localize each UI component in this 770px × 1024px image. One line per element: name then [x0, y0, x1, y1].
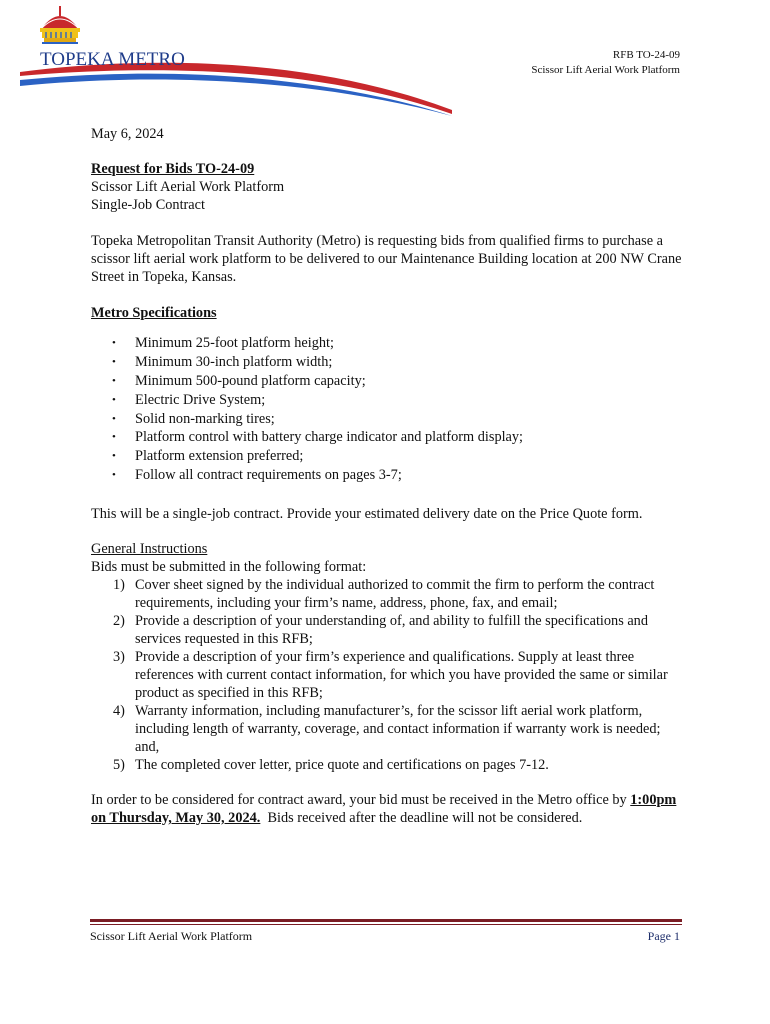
specs-heading — [91, 304, 691, 322]
doc-number: RFB TO-24-09 — [612, 49, 680, 61]
spec-item — [91, 410, 691, 429]
subject-line-1: Scissor Lift Aerial Work Platform — [91, 179, 285, 195]
spec-item — [91, 466, 691, 485]
spec-item — [91, 391, 691, 410]
single-job-note: This will be a single-job contract. Provide your estimated delivery date on the Price Quote form. — [91, 506, 643, 522]
instruction-item — [91, 756, 686, 774]
spec-item-text: Platform control with battery charge indicator and platform display; — [135, 429, 524, 446]
bullet-icon: • — [112, 450, 116, 463]
specs-heading-text: Metro Specifications — [91, 305, 217, 321]
instruction-item — [91, 702, 686, 756]
spec-item — [91, 334, 691, 353]
instructions-list — [91, 576, 686, 774]
subject-line-2: Single-Job Contract — [91, 197, 205, 213]
brand-name: TOPEKA METRO — [40, 49, 185, 70]
spec-item-text: Minimum 30-inch platform width; — [135, 353, 333, 370]
instruction-text: The completed cover letter, price quote and certifications on pages 7-12. — [135, 757, 549, 773]
deadline-tail: Bids received after the deadline will not be considered. — [260, 810, 583, 826]
subject-block — [91, 160, 691, 214]
instruction-number: 4) — [113, 703, 125, 719]
bullet-icon: • — [112, 337, 116, 349]
doc-title: Scissor Lift Aerial Work Platform — [531, 64, 680, 76]
instruction-number: 1) — [113, 577, 125, 593]
instruction-item — [91, 612, 686, 648]
spec-item-text: Minimum 25-foot platform height; — [135, 335, 334, 351]
instructions-lead: Bids must be submitted in the following format: — [91, 559, 367, 575]
footer-rule — [90, 919, 682, 925]
spec-item-text: Electric Drive System; — [135, 391, 266, 408]
topeka-metro-logo — [20, 6, 460, 116]
capitol-dome-icon — [40, 6, 80, 44]
footer-title: Scissor Lift Aerial Work Platform — [90, 929, 253, 943]
instruction-number: 3) — [113, 649, 125, 665]
spec-item-text: Minimum 500-pound platform capacity; — [135, 372, 366, 389]
bullet-icon: • — [112, 355, 116, 368]
spec-item — [91, 447, 691, 466]
instruction-text: Provide a description of your firm’s experience and qualifications. Supply at least three references with current contact information, for which you have provided the same or similar product as specified in this RFB; — [135, 649, 668, 701]
spec-item-text: Solid non-marking tires; — [135, 410, 275, 427]
spec-item-text: Follow all contract requirements on pages 3-7; — [135, 467, 402, 484]
deadline-time: 1:00pm on Thursday, May 30, 2024. — [91, 792, 677, 826]
instruction-text: Provide a description of your understanding of, and ability to fulfill the specifications and services requested in this RFB; — [135, 613, 648, 647]
document-header — [531, 48, 680, 78]
specs-list — [91, 334, 691, 485]
instructions-heading: General Instructions — [91, 541, 208, 557]
subject-title: Request for Bids TO-24-09 — [91, 161, 255, 177]
instruction-number: 2) — [113, 613, 125, 629]
instruction-text: Warranty information, including manufacturer’s, for the scissor lift aerial work platform, including length of warranty, coverage, and contact information if warranty work is needed; and, — [135, 703, 661, 755]
page-number: Page 1 — [647, 929, 680, 943]
deadline-paragraph — [91, 791, 686, 827]
bullet-icon: • — [112, 469, 116, 482]
spec-item — [91, 428, 691, 447]
instruction-item — [91, 576, 686, 612]
bullet-icon: • — [112, 374, 116, 387]
bullet-icon: • — [112, 431, 116, 444]
intro-paragraph: Topeka Metropolitan Transit Authority (Metro) is requesting bids from qualified firms to purchase a scissor lift aerial work platform to be delivered to our Maintenance Building location at 200 NW Crane Street in Topeka, Kansas. — [91, 233, 682, 285]
spec-item-text: Platform extension preferred; — [135, 448, 304, 465]
instruction-number: 5) — [113, 757, 125, 773]
bullet-icon: • — [112, 393, 116, 406]
red-swoosh — [20, 63, 452, 114]
instructions-section — [91, 540, 691, 774]
instruction-item — [91, 648, 686, 702]
bullet-icon: • — [112, 412, 116, 425]
deadline-lead: In order to be considered for contract award, your bid must be received in the Metro office by — [91, 792, 627, 808]
instruction-text: Cover sheet signed by the individual authorized to commit the firm to perform the contract requirements, including your firm’s name, address, phone, fax, and email; — [135, 577, 655, 611]
spec-item — [91, 372, 691, 391]
letter-date: May 6, 2024 — [91, 126, 164, 142]
spec-item — [91, 353, 691, 372]
